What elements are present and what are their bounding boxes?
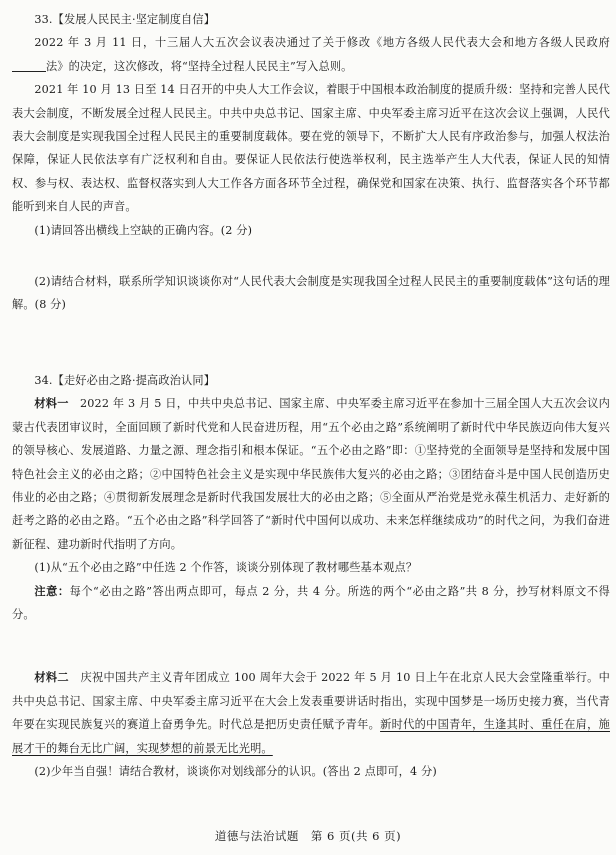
answer-space [12, 626, 610, 666]
q34-material-1 [12, 392, 610, 556]
material-1-text: 2022 年 3 月 5 日，中共中央总书记、国家主席、中央军委主席习近平在参加十三届全国人大五次会议内蒙古代表团审议时，全面回顾了新时代党和人民奋进历程，用“五个必由之路”系统阐明了新时代中华民族迈向伟大复兴的领导核心、发展道路、力量之源、理念指引和根本保证。“五个必由之路”即：①坚持党的全面领导是坚持和发展中国特色社会主义的必由之路；②中国特色社会主义是实现中华民族伟大复兴的必由之路；③团结奋斗是中国人民创造历史伟业的必由之路；④贯彻新发展理念是新时代我国发展壮大的必由之路；⑤全面从严治党是党永葆生机活力、走好新的赶考之路的必由之路。“五个必由之路”科学回答了“新时代中国何以成功、未来怎样继续成功”的时代之问，为我们奋进新征程、建功新时代指明了方向。 [12, 397, 610, 551]
q34-subquestion-1: (1)从“五个必由之路”中任选 2 个作答，谈谈分别体现了教材哪些基本观点？ [34, 561, 418, 575]
note-label: 注意： [34, 583, 70, 598]
answer-space [12, 317, 610, 369]
question-34-title: 34.【走好必由之路·提高政治认同】 [34, 373, 216, 387]
page-content [12, 8, 610, 783]
answer-space [12, 242, 610, 270]
answer-blank [12, 59, 46, 72]
q33-paragraph-2: 2021 年 10 月 13 日至 14 日召开的中央人大工作会议，着眼于中国根本政治制度的提质升级：坚持和完善人民代表大会制度，不断发展全过程人民民主。中共中央总书记、国家主席、中央军委主席习近平在这次会议上强调，人民代表大会制度是实现我国全过程人民民主的重要制度载体。要在党的领导下，不断扩大人民有序政治参与，加强人权法治保障，保证人民依法享有广泛权利和自由。要保证人民依法行使选举权利，民主选举产生人大代表，保证人民的知情权、参与权、表达权、监督权落实到人大工作各方面各环节全过程，确保党和国家在决策、执行、监督落实各个环节都能听到来自人民的声音。 [12, 83, 610, 214]
material-1-label: 材料一 [34, 396, 69, 411]
q33-p1-text-a: 2022 年 3 月 11 日，十三届人大五次会议表决通过了关于修改《地方各级人民代表大会和地方各级人民政府 [34, 36, 610, 50]
material-2-underlined-text: 新时代的中国青年，生逢其时、重任在肩，施展才干的舞台无比广阔，实现梦想的前景无比光明。 [12, 718, 610, 755]
q33-subquestion-2: (2)请结合材料，联系所学知识谈谈你对“人民代表大会制度是实现我国全过程人民民主的重要制度载体”这句话的理解。(8 分) [12, 275, 610, 312]
q33-subquestion-1: (1)请回答出横线上空缺的正确内容。(2 分) [34, 223, 253, 237]
question-33-title: 33.【发展人民民主·坚定制度自信】 [34, 13, 216, 26]
q33-paragraph-1 [12, 31, 610, 78]
q33-p1-text-b: 法》的决定，这次修改，将“坚持全过程人民民主”写入总则。 [46, 59, 353, 73]
page-footer: 道德与法治试题 第 6 页(共 6 页) [214, 829, 402, 843]
q34-subquestion-2: (2)少年当自强！请结合教材，谈谈你对划线部分的认识。(答出 2 点即可，4 分) [34, 764, 437, 778]
q34-note [12, 580, 610, 627]
q34-material-2 [12, 666, 610, 760]
material-2-text: 庆祝中国共产主义青年团成立 100 周年大会于 2022 年 5 月 10 日上午在北京人民大会堂隆重举行。中共中央总书记、国家主席、中央军委主席习近平在大会上发表重要讲话时指出，实现中国梦是一场历史接力赛，当代青年要在实现民族复兴的赛道上奋勇争先。时代总是把历史责任赋予青年。 [12, 671, 610, 732]
material-2-label: 材料二 [34, 670, 69, 685]
note-text: 每个“必由之路”答出两点即可，每点 2 分，共 4 分。所选的两个“必由之路”共 8 分，抄写材料原文不得分。 [12, 584, 610, 621]
